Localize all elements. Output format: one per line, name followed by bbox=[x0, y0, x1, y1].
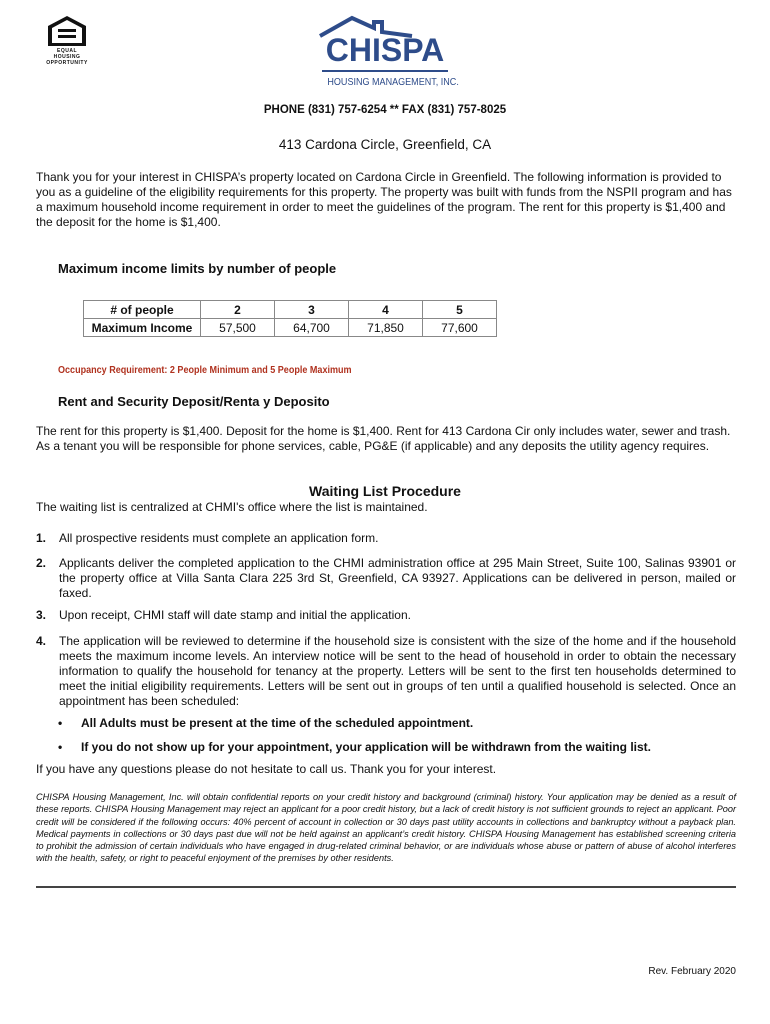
people-cell: 2 bbox=[201, 301, 275, 319]
intro-paragraph: Thank you for your interest in CHISPA’s property located on Cardona Circle in Greenfield. The following information is provided to you as a guideline of the eligibility requirements for this property. The property was built with funds from the NSPII program and has a maximum household income requirement in order to meet the guidelines of the program. The rent for this property is $1,400 and the deposit for the home is $1,400. bbox=[36, 170, 732, 229]
step-text: Applicants deliver the completed application to the CHMI administration office at 295 Main Street, Suite 100, Salinas 93901 or the property office at Villa Santa Clara 225 3rd St, Greenfield, CA 93927. Applications can be delivered in person, mailed or faxed. bbox=[59, 556, 736, 600]
step-text: All prospective residents must complete an application form. bbox=[59, 531, 379, 545]
revision-date: Rev. February 2020 bbox=[648, 966, 736, 977]
rent-deposit-paragraph: The rent for this property is $1,400. Deposit for the home is $1,400. Rent for 413 Cardona Cir only includes water, sewer and trash. As a tenant you will be responsible for phone services, cable, PG&E (if applicable) and any deposits the utility agency requires. bbox=[36, 424, 731, 453]
step-text: Upon receipt, CHMI staff will date stamp and initial the application. bbox=[59, 608, 411, 622]
screening-disclaimer: CHISPA Housing Management, Inc. will obtain confidential reports on your credit history and background (criminal) history. Your application may be denied as a result of these reports. CHISPA Housing Management may reject an applicant for a poor credit history, but a lack of credit history is not sufficient grounds to reject an applicant. Poor credit will be considered if the following occurs: 40% percent of account in collection or 30 days past utility accounts in collections and bankruptcy without a payback plan. Medical payments in collections or 30 days past due will not be held against an applicant’s credit history. CHISPA Housing Management has established screening criteria to prohibit the admission of certain individuals who have engaged in drug-related criminal behavior, or are individuals whose abuse or pattern of abuse of alcohol interferes with the health, safety, or right to peaceful enjoyment of the premises by other residents. bbox=[36, 792, 736, 864]
equal-housing-logo bbox=[44, 14, 90, 66]
chispa-name: CHISPA bbox=[325, 32, 445, 68]
table-row-income bbox=[84, 319, 497, 337]
chispa-subtitle: HOUSING MANAGEMENT, INC. bbox=[327, 76, 459, 88]
people-cell: 5 bbox=[423, 301, 497, 319]
chispa-logo-divider bbox=[322, 70, 448, 72]
income-cell: 64,700 bbox=[275, 319, 349, 337]
equal-housing-caption bbox=[44, 48, 90, 66]
step-number: 3. bbox=[36, 608, 47, 622]
people-cell: 4 bbox=[349, 301, 423, 319]
property-address: 413 Cardona Circle, Greenfield, CA bbox=[278, 137, 492, 152]
table-row-people bbox=[84, 301, 497, 319]
equal-housing-line2: OPPORTUNITY bbox=[46, 60, 88, 66]
bullet-icon: • bbox=[58, 716, 63, 730]
equal-housing-line1: EQUAL HOUSING bbox=[53, 48, 81, 60]
income-cell: 57,500 bbox=[201, 319, 275, 337]
chispa-logo bbox=[318, 14, 459, 94]
income-cell: 77,600 bbox=[423, 319, 497, 337]
income-limits-heading: Maximum income limits by number of people bbox=[58, 261, 337, 276]
contact-line: PHONE (831) 757-6254 ** FAX (831) 757-8025 bbox=[263, 104, 507, 116]
income-limits-table bbox=[83, 300, 497, 337]
people-cell: 3 bbox=[275, 301, 349, 319]
step-text: The application will be reviewed to determine if the household size is consistent with the size of the home and if the household meets the maximum income levels. An interview notice will be sent to the head of household in order to obtain the necessary information to qualify the household for tenancy at the property. Letters will be sent to the first ten households determined to meet the initial eligibility requirements. Letters will be sent out in groups of ten until a qualified household is selected. Once an appointment has been scheduled: bbox=[59, 634, 736, 708]
waiting-list-intro: The waiting list is centralized at CHMI's office where the list is maintained. bbox=[36, 500, 428, 514]
rent-deposit-heading: Rent and Security Deposit/Renta y Deposito bbox=[58, 394, 330, 409]
bullet-text: All Adults must be present at the time of the scheduled appointment. bbox=[81, 716, 474, 730]
step-number: 2. bbox=[36, 556, 47, 570]
bullet-text: If you do not show up for your appointment, your application will be withdrawn from the waiting list. bbox=[81, 740, 651, 754]
house-icon bbox=[44, 14, 90, 48]
bullet-icon: • bbox=[58, 740, 63, 754]
occupancy-requirement: Occupancy Requirement: 2 People Minimum and 5 People Maximum bbox=[58, 364, 352, 376]
waiting-list-heading: Waiting List Procedure bbox=[309, 483, 461, 499]
step-number: 4. bbox=[36, 634, 47, 648]
people-row-label: # of people bbox=[84, 301, 201, 319]
closing-paragraph: If you have any questions please do not hesitate to call us. Thank you for your interest. bbox=[36, 762, 497, 776]
income-cell: 71,850 bbox=[349, 319, 423, 337]
footer-divider bbox=[36, 886, 736, 888]
income-row-label: Maximum Income bbox=[84, 319, 201, 337]
step-number: 1. bbox=[36, 531, 47, 545]
